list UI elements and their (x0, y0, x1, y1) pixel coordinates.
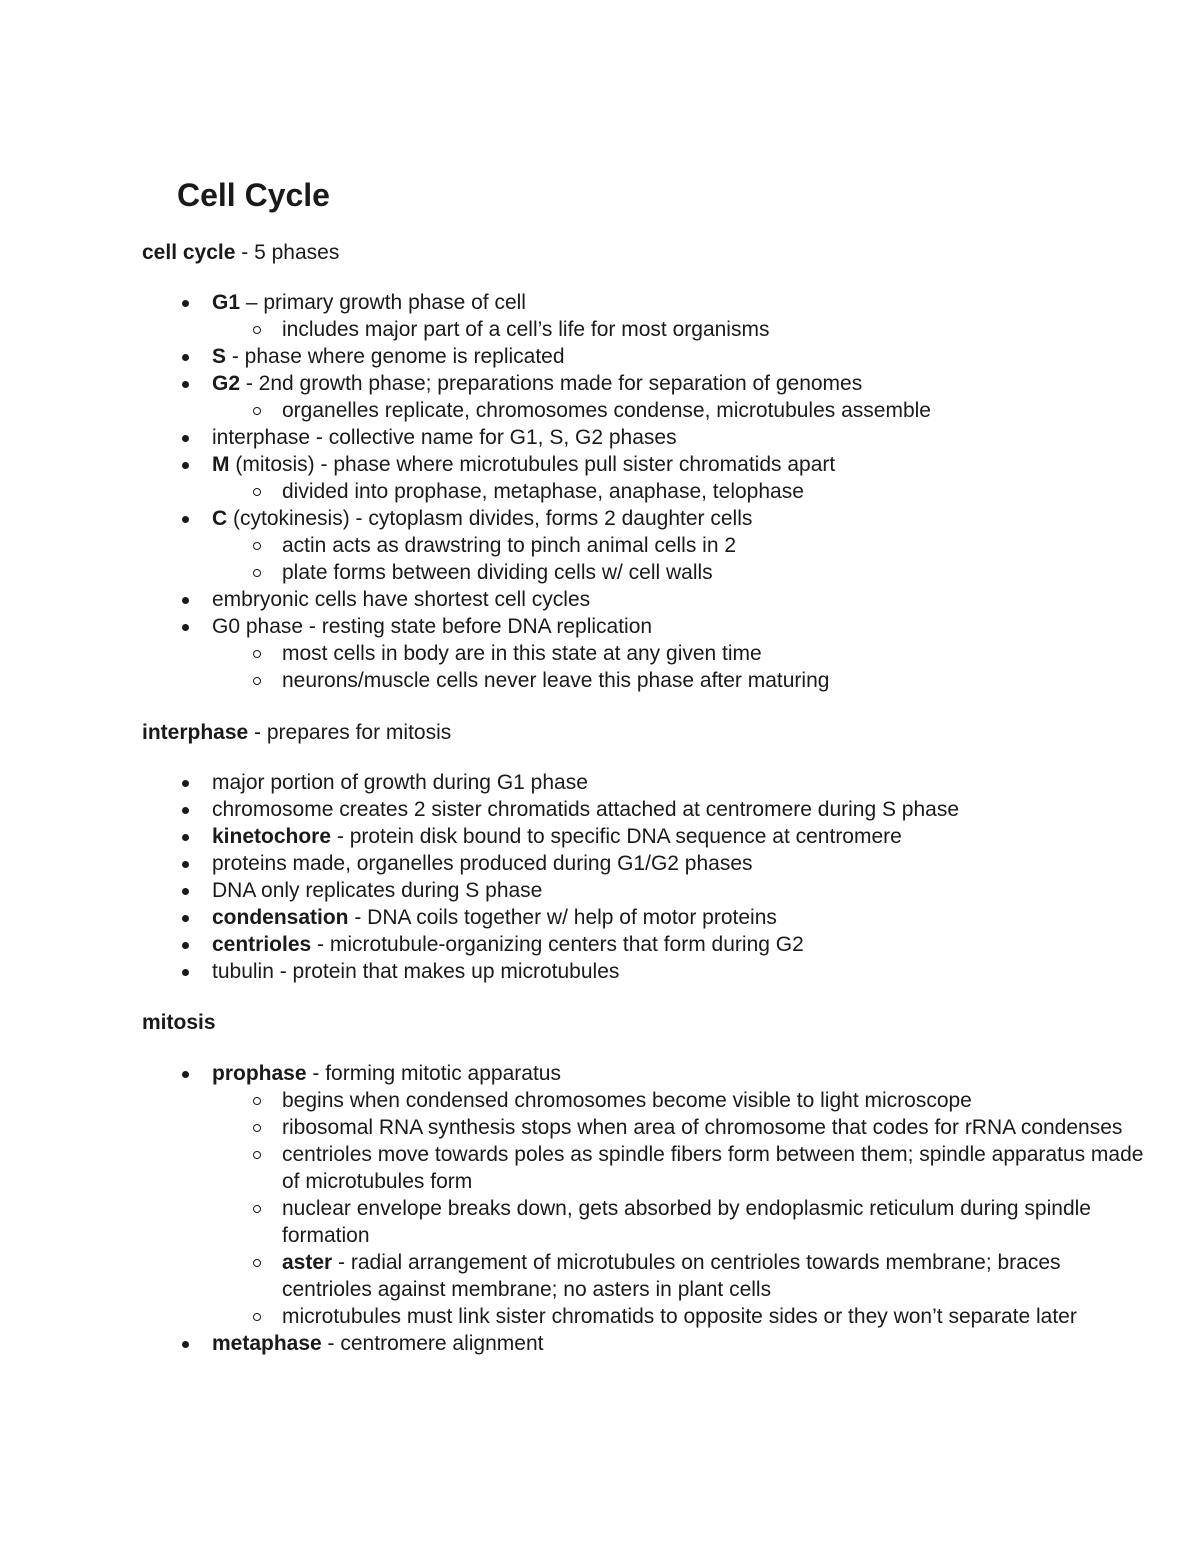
bullet-icon (182, 969, 189, 976)
section-heading-interphase (142, 719, 451, 746)
item-text: interphase - collective name for G1, S, G2 phases (212, 426, 677, 449)
hollow-bullet-icon (253, 650, 261, 658)
sub-item-text: organelles replicate, chromosomes condense, microtubules assemble (282, 399, 931, 422)
item-text: (cytokinesis) - cytoplasm divides, forms 2 daughter cells (227, 507, 753, 530)
sub-item-text: includes major part of a cell’s life for most organisms (282, 318, 770, 341)
hollow-bullet-icon (253, 488, 261, 496)
list-item (142, 796, 1152, 823)
bullet-icon (182, 834, 189, 841)
sub-item-text: neurons/muscle cells never leave this phase after maturing (282, 669, 830, 692)
item-term: metaphase (212, 1332, 322, 1355)
section-term: mitosis (142, 1011, 216, 1034)
sub-item-text: most cells in body are in this state at any given time (282, 642, 762, 665)
item-term: centrioles (212, 933, 312, 956)
list-item (142, 370, 1152, 424)
section-term: cell cycle (142, 241, 236, 264)
bullet-icon (182, 861, 189, 868)
list-item (142, 1330, 1152, 1357)
sub-list-item (212, 1141, 1152, 1195)
list-item (142, 958, 1152, 985)
item-text: - phase where genome is replicated (226, 345, 565, 368)
item-text: - DNA coils together w/ help of motor proteins (348, 906, 777, 929)
item-text: G0 phase - resting state before DNA replication (212, 615, 653, 638)
sub-list-item (212, 1195, 1152, 1249)
bullet-icon (182, 1341, 189, 1348)
sub-item-text: microtubules must link sister chromatids to opposite sides or they won’t separate later (282, 1305, 1077, 1328)
sub-item-text: plate forms between dividing cells w/ cell walls (282, 561, 713, 584)
bullet-icon (182, 300, 189, 307)
sub-list (212, 1087, 1152, 1330)
item-term: G1 (212, 291, 241, 314)
list-item (142, 1060, 1152, 1330)
sub-list (212, 640, 1152, 694)
section-heading-cell-cycle (142, 239, 339, 266)
list-item (142, 931, 1152, 958)
item-term: prophase (212, 1062, 307, 1085)
list-item (142, 613, 1152, 694)
item-text: proteins made, organelles produced during G1/G2 phases (212, 852, 753, 875)
hollow-bullet-icon (253, 1259, 261, 1267)
item-term: condensation (212, 906, 349, 929)
bullet-icon (182, 462, 189, 469)
list-item (142, 586, 1152, 613)
bullet-icon (182, 597, 189, 604)
item-text: - centromere alignment (321, 1332, 544, 1355)
list-item (142, 850, 1152, 877)
list-item (142, 769, 1152, 796)
sub-list-item (212, 1303, 1152, 1330)
sub-list-item (212, 559, 1152, 586)
item-term: M (212, 453, 230, 476)
bullet-icon (182, 516, 189, 523)
item-text: embryonic cells have shortest cell cycles (212, 588, 591, 611)
hollow-bullet-icon (253, 326, 261, 334)
hollow-bullet-icon (253, 1097, 261, 1105)
item-term: kinetochore (212, 825, 332, 848)
mitosis-list (142, 1060, 1152, 1357)
sub-list-item (212, 532, 1152, 559)
bullet-icon (182, 435, 189, 442)
sub-item-text: begins when condensed chromosomes become visible to light microscope (282, 1089, 972, 1112)
section-description: - 5 phases (235, 241, 340, 264)
list-item (142, 451, 1152, 505)
section-term: interphase (142, 721, 249, 744)
list-item (142, 877, 1152, 904)
item-term: S (212, 345, 227, 368)
bullet-icon (182, 780, 189, 787)
bullet-icon (182, 1071, 189, 1078)
hollow-bullet-icon (253, 542, 261, 550)
sub-list (212, 532, 1152, 586)
sub-list-item (212, 1087, 1152, 1114)
list-item (142, 505, 1152, 586)
list-item (142, 904, 1152, 931)
bullet-icon (182, 381, 189, 388)
bullet-icon (182, 807, 189, 814)
cell-cycle-list (142, 289, 1152, 694)
item-text: DNA only replicates during S phase (212, 879, 543, 902)
item-text: chromosome creates 2 sister chromatids attached at centromere during S phase (212, 798, 960, 821)
hollow-bullet-icon (253, 1205, 261, 1213)
sub-item-term: aster (282, 1251, 333, 1274)
hollow-bullet-icon (253, 569, 261, 577)
bullet-icon (182, 915, 189, 922)
page-title: Cell Cycle (177, 177, 330, 213)
list-item (142, 289, 1152, 343)
sub-list (212, 397, 1152, 424)
sub-item-text: nuclear envelope breaks down, gets absorbed by endoplasmic reticulum during spindle formation (282, 1197, 1091, 1247)
bullet-icon (182, 942, 189, 949)
sub-list-item (212, 397, 1152, 424)
bullet-icon (182, 888, 189, 895)
sub-list (212, 316, 1152, 343)
item-text: - forming mitotic apparatus (306, 1062, 561, 1085)
item-term: G2 (212, 372, 241, 395)
sub-item-text: divided into prophase, metaphase, anaphase, telophase (282, 480, 804, 503)
sub-list-item (212, 640, 1152, 667)
interphase-list (142, 769, 1152, 985)
list-item (142, 823, 1152, 850)
sub-list-item (212, 667, 1152, 694)
item-text: - 2nd growth phase; preparations made for separation of genomes (240, 372, 863, 395)
item-text: major portion of growth during G1 phase (212, 771, 588, 794)
item-term: C (212, 507, 228, 530)
hollow-bullet-icon (253, 1313, 261, 1321)
section-heading-mitosis (142, 1009, 216, 1036)
sub-item-text: ribosomal RNA synthesis stops when area of chromosome that codes for rRNA condenses (282, 1116, 1123, 1139)
hollow-bullet-icon (253, 407, 261, 415)
list-item (142, 424, 1152, 451)
list-item (142, 343, 1152, 370)
hollow-bullet-icon (253, 1151, 261, 1159)
item-text: - microtubule-organizing centers that form during G2 (311, 933, 804, 956)
sub-item-text: actin acts as drawstring to pinch animal cells in 2 (282, 534, 737, 557)
item-text: (mitosis) - phase where microtubules pull sister chromatids apart (229, 453, 836, 476)
sub-list-item (212, 1114, 1152, 1141)
hollow-bullet-icon (253, 1124, 261, 1132)
item-text: – primary growth phase of cell (240, 291, 526, 314)
sub-list-item (212, 316, 1152, 343)
sub-list-item (212, 1249, 1152, 1303)
sub-list (212, 478, 1152, 505)
item-text: tubulin - protein that makes up microtubules (212, 960, 620, 983)
bullet-icon (182, 354, 189, 361)
bullet-icon (182, 624, 189, 631)
item-text: - protein disk bound to specific DNA sequence at centromere (331, 825, 902, 848)
sub-list-item (212, 478, 1152, 505)
sub-item-text: centrioles move towards poles as spindle fibers form between them; spindle apparatus made of microtubules form (282, 1143, 1144, 1193)
hollow-bullet-icon (253, 677, 261, 685)
section-description: - prepares for mitosis (248, 721, 452, 744)
sub-item-text: - radial arrangement of microtubules on centrioles towards membrane; braces centrioles against membrane; no asters in plant cells (282, 1251, 1061, 1301)
